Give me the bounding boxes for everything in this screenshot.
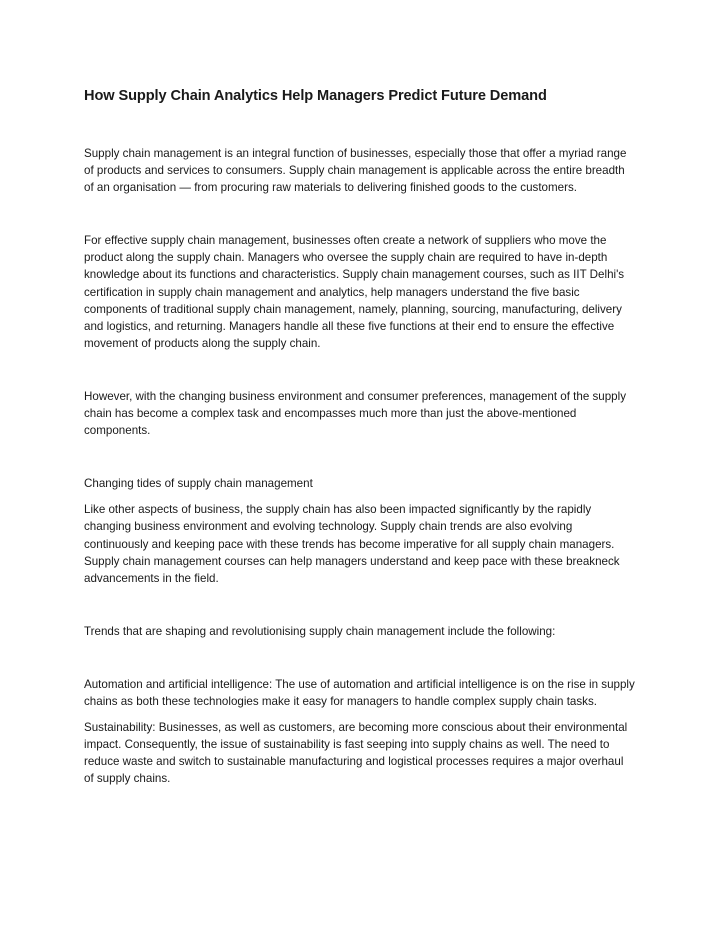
page-title: How Supply Chain Analytics Help Managers Predict Future Demand [84,88,547,104]
paragraph-sustainability: Sustainability: Businesses, as well as customers, are becoming more conscious about their environmental impact. Consequently, the issue of sustainability is fast seeping into supply chains as well. The need to reduce waste and switch to sustainable manufacturing and logistical processes requires a major overhaul of supply chains. [84,721,628,786]
paragraph-changing-environment: However, with the changing business environment and consumer preferences, management of the supply chain has become a complex task and encompasses much more than just the above-mentioned components. [84,389,626,438]
paragraph-trends-evolving: Like other aspects of business, the supply chain has also been impacted significantly by the rapidly changing business environment and evolving technology. Supply chain trends are also evolving continuously and keeping pace with these trends has become imperative for all supply chain managers. Supply chain management courses can help managers understand and keep pace with these breakneck advancements in the field. [84,503,620,585]
paragraph-effective-management: For effective supply chain management, businesses often create a network of suppliers who move the product along the supply chain. Managers who oversee the supply chain are required to have in-depth knowledge about its functions and characteristics. Supply chain management courses, such as IIT Delhi's certification in supply chain management and analytics, help managers understand the five basic components of traditional supply chain management, namely, planning, sourcing, manufacturing, delivery and logistics, and returning. Managers handle all these five functions at their end to ensure the effective movement of products along the supply chain. [84,234,625,350]
section-heading-changing-tides: Changing tides of supply chain management [84,477,313,491]
document-body [84,84,636,787]
paragraph-automation-ai: Automation and artificial intelligence: The use of automation and artificial intelligence is on the rise in supply chains as both these technologies make it easy for managers to handle complex supply chain tasks. [84,677,635,708]
paragraph-intro: Supply chain management is an integral function of businesses, especially those that offer a myriad range of products and services to consumers. Supply chain management is applicable across the entire breadth of an organisation — from procuring raw materials to delivering finished goods to the customers. [84,147,627,195]
paragraph-trends-intro: Trends that are shaping and revolutionising supply chain management include the following: [84,624,556,638]
